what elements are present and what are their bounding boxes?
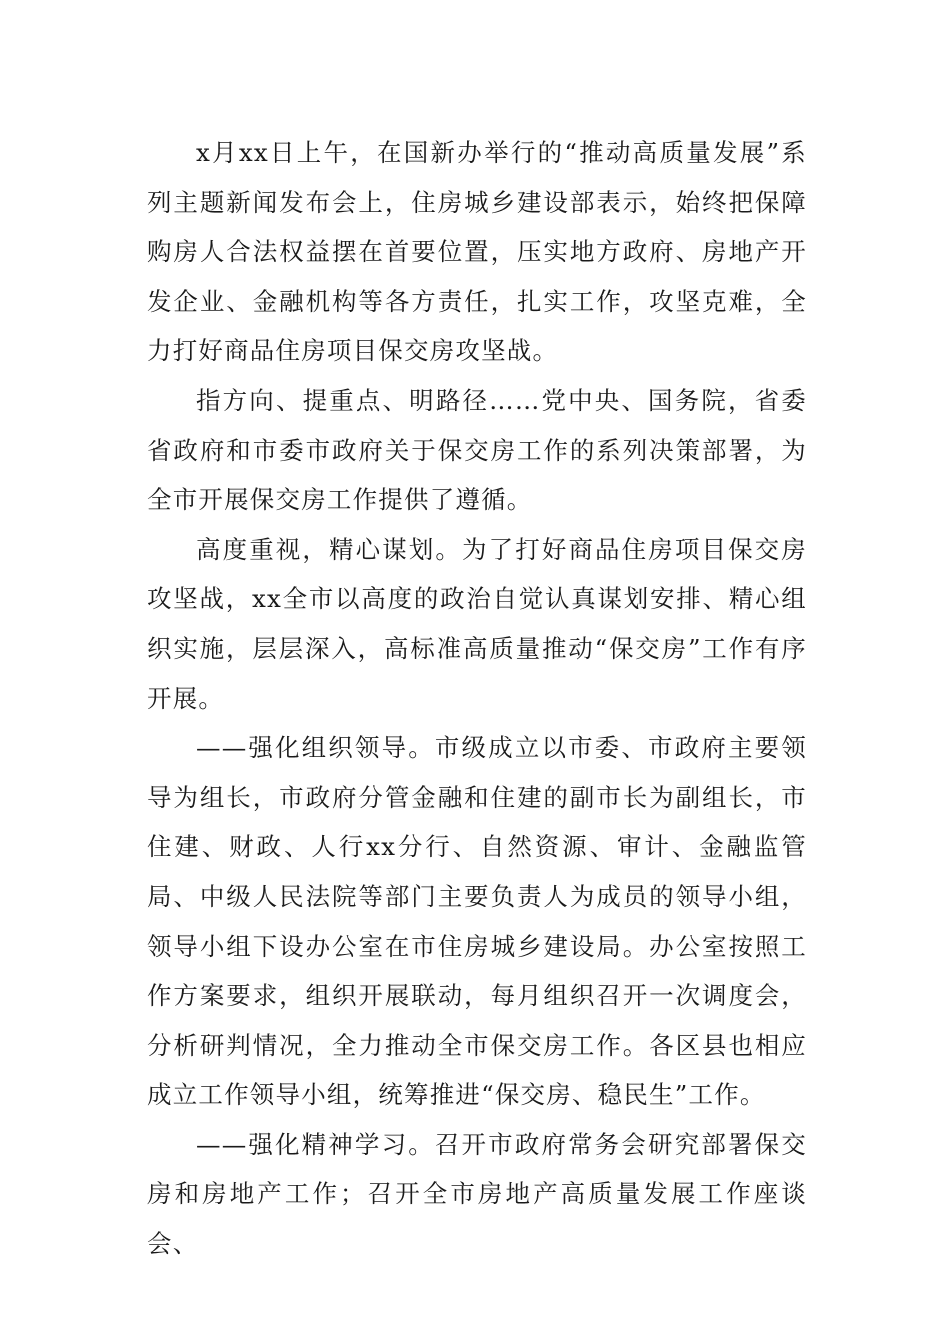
paragraph-guidance: 指方向、提重点、明路径……党中央、国务院，省委省政府和市委市政府关于保交房工作的系列决策部署，为全市开展保交房工作提供了遵循。 bbox=[147, 385, 807, 515]
paragraph-planning: 高度重视，精心谋划。为了打好商品住房项目保交房攻坚战，xx全市以高度的政治自觉认真谋划安排、精心组织实施，层层深入，高标准高质量推动“保交房”工作有序开展。 bbox=[147, 534, 807, 713]
document-body bbox=[147, 128, 807, 1269]
paragraph-leadership: ——强化组织领导。市级成立以市委、市政府主要领导为组长，市政府分管金融和住建的副市长为副组长，市住建、财政、人行xx分行、自然资源、审计、金融监管局、中级人民法院等部门主要负责人为成员的领导小组，领导小组下设办公室在市住房城乡建设局。办公室按照工作方案要求，组织开展联动，每月组织召开一次调度会，分析研判情况，全力推动全市保交房工作。各区县也相应成立工作领导小组，统筹推进“保交房、稳民生”工作。 bbox=[147, 733, 807, 1110]
paragraph-press-conference: x月xx日上午，在国新办举行的“推动高质量发展”系列主题新闻发布会上，住房城乡建设部表示，始终把保障购房人合法权益摆在首要位置，压实地方政府、房地产开发企业、金融机构等各方责任，扎实工作，攻坚克难，全力打好商品住房项目保交房攻坚战。 bbox=[147, 138, 807, 366]
paragraph-study: ——强化精神学习。召开市政府常务会研究部署保交房和房地产工作；召开全市房地产高质量发展工作座谈会、 bbox=[147, 1129, 807, 1259]
